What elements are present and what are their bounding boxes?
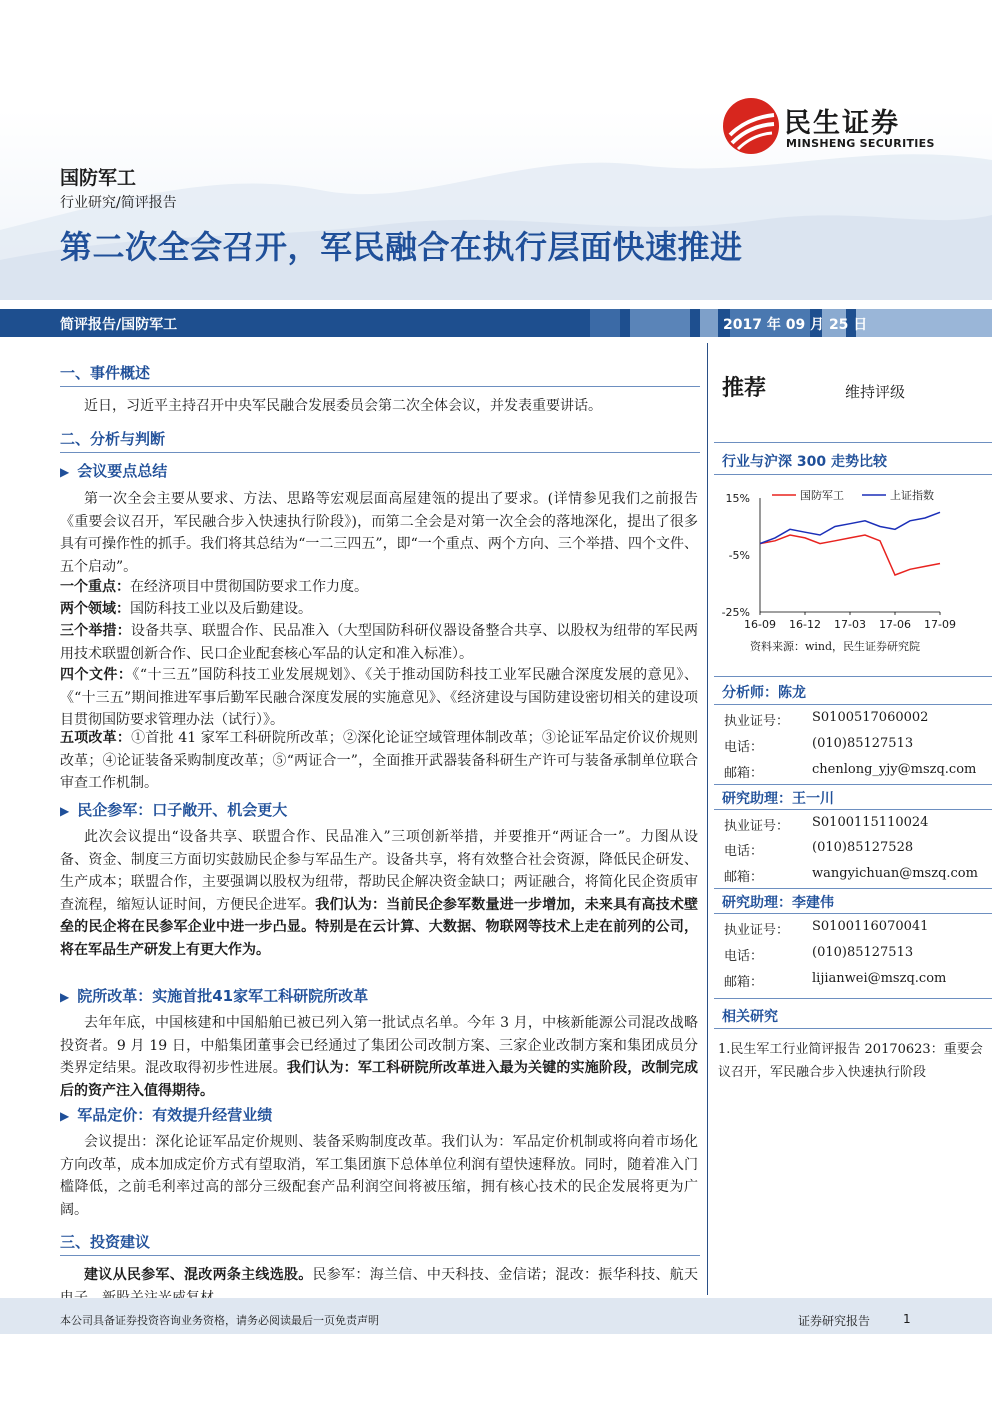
- investment-advice-text: 建议从民参军、混改两条主线选股。民参军：海兰信、中天科技、金信诺；混改：振华科技、航天: [84, 1267, 699, 1283]
- related-report-link[interactable]: 1.民生军工行业简评报告 20170623：重要会议召开，军民融合步入快速执行阶段: [718, 1042, 983, 1080]
- point-three-measures: 三个举措：设备共享、联盟合作、民品准入（大型国防科研仪器设备整合共享、以股权为纽带的军民两用技术联盟创新合作、民口企业配套核心军品的认定和准入标准）。: [60, 623, 699, 662]
- band-report-category: 简评报告/国防军工: [60, 317, 178, 333]
- assistant2-email-label: 邮箱：: [724, 975, 764, 990]
- logo-emblem-icon: [722, 97, 780, 155]
- point-four-documents: 四个文件：《“十三五”国防科技工业发展规划》、《关于推动国防科技工业军民融合深度发展的意见》、《“十三五”期间推进军事后勤军民融合深度发展的实施意见》、《经济建设与国防建设密切相关的建设项目贯彻国防要求管理办法（试行）》。: [60, 667, 699, 728]
- rating-label: 推荐: [722, 376, 767, 401]
- assistant2-title: 研究助理：李建伟: [722, 895, 834, 911]
- rating-divider: [714, 442, 992, 443]
- point-one-focus: 一个重点：在经济项目中贯彻国防要求工作力度。: [60, 579, 368, 595]
- analyst-top-rule: [714, 676, 992, 677]
- chart-legend-label: 国防军工: [800, 489, 844, 502]
- assistant2-license-label: 执业证号：: [724, 923, 790, 938]
- chart-series-line-1: [760, 512, 940, 543]
- assistant1-license-label: 执业证号：: [724, 819, 790, 834]
- report-type: 行业研究/简评报告: [60, 195, 177, 211]
- chart-series-line-0: [760, 535, 940, 575]
- section-2-heading: 二、分析与判断: [60, 430, 166, 448]
- logo-name-en: MINSHENG SECURITIES: [786, 137, 935, 150]
- section-1-rule: [60, 386, 700, 387]
- chart-x-tick-label: 17-03: [834, 618, 866, 631]
- institute-reform-text: 去年年底，中国核建和中国船舶已被已列入第一批试点名单。今年 3 月，中核新能源公司混改战略投资者。9 月 19 日，中船集团董事会已经通过了集团公司改制方案、三家企业改制方案和集团成员分类界定结果。混改取得初步性进展。我们认为：军工科研院所改革进入最为关键的实施阶段，改制完成后的资产注入值得期待。: [60, 1015, 699, 1099]
- chart-series: [760, 512, 940, 575]
- chart-legend: [772, 488, 934, 502]
- chart-y-tick-label: 15%: [725, 492, 750, 505]
- related-top-rule: [714, 998, 992, 999]
- chart-x-tick-label: 16-12: [789, 618, 821, 631]
- chart-y-tick-label: -5%: [728, 549, 750, 562]
- report-title: 第二次全会召开，军民融合在执行层面快速推进: [60, 228, 743, 266]
- meeting-summary-text: 第一次全会主要从要求、方法、思路等宏观层面高屋建瓴的提出了要求。(详情参见我们之前报告《重要会议召开，军民融合步入快速执行阶段》)，而第二全会是对第一次全会的落地深化，提出了很多具有可操作性的抓手。我们将其总结为“一二三四五”，即“一个重点、两个方向、三个举措、四个文件、五个启动”。: [60, 491, 698, 575]
- rating-status: 维持评级: [845, 383, 906, 401]
- related-rule: [714, 1028, 992, 1029]
- footer-disclaimer: 本公司具备证券投资咨询业务资格，请务必阅读最后一页免责声明: [60, 1314, 379, 1327]
- triangle-bullet-icon: ▶: [60, 465, 70, 479]
- subheading-private-enterprise: ▶ 民企参军：口子敞开、机会更大: [60, 801, 288, 819]
- analyst-phone: (010)85127513: [812, 736, 914, 751]
- assistant2-phone: (010)85127513: [812, 945, 914, 960]
- footer-report-type: 证券研究报告: [798, 1314, 871, 1328]
- point-two-fields: 两个领域：国防科技工业以及后勤建设。: [60, 601, 312, 617]
- chart-x-ticks: [744, 612, 956, 631]
- chart-title-rule: [714, 474, 992, 475]
- chart-title: 行业与沪深 300 走势比较: [722, 454, 887, 470]
- analyst-email[interactable]: chenlong_yjy@mszq.com: [812, 762, 977, 777]
- logo-name-cn: 民生证券: [784, 108, 900, 139]
- assistant2-phone-label: 电话：: [724, 949, 764, 964]
- assistant1-license: S0100115110024: [812, 815, 929, 830]
- assistant2-license: S0100116070041: [812, 919, 929, 934]
- trend-chart: [712, 482, 992, 638]
- chart-y-tick-label: -25%: [721, 606, 750, 619]
- section-1-text: 近日，习近平主持召开中央军民融合发展委员会第二次全体会议，并发表重要讲话。: [84, 398, 602, 414]
- analyst-email-label: 邮箱：: [724, 766, 764, 781]
- section-3-heading: 三、投资建议: [60, 1233, 151, 1251]
- section-1-heading: 一、事件概述: [60, 364, 151, 382]
- assistant2-email[interactable]: lijianwei@mszq.com: [812, 971, 947, 986]
- analyst-rule: [714, 704, 992, 705]
- assistant1-title: 研究助理：王一川: [722, 791, 834, 807]
- triangle-bullet-icon: ▶: [60, 990, 70, 1004]
- triangle-bullet-icon: ▶: [60, 1109, 70, 1123]
- analyst-title: 分析师：陈龙: [722, 685, 806, 701]
- chart-y-ticks: [722, 492, 750, 619]
- assistant1-email[interactable]: wangyichuan@mszq.com: [812, 866, 978, 881]
- private-enterprise-text: 此次会议提出“设备共享、联盟合作、民品准入”三项创新举措，并要推开“两证合一”。力图从设备、资金、制度三方面切实鼓励民企参与军品生产。设备共享，将有效整合社会资源，降低民企研发、生产成本；联盟合作，主要强调以股权为纽带，帮助民企解决资金缺口；两证融合，将简化民企资质审查流程，缩短认证时间，方便民企进军。我们认为：当前民企参军数量进一步增加，未来具有高技术壁垒的民企将在民参军企业中进一步凸显。特别是在云计算、大数据、物联网等技术上走在前列的公司，将在军品生产研发上有更大作为。: [60, 829, 699, 958]
- section-3-rule: [60, 1255, 700, 1256]
- analyst-phone-label: 电话：: [724, 740, 764, 755]
- subheading-meeting-summary: ▶ 会议要点总结: [60, 462, 168, 480]
- chart-axes: [760, 498, 940, 612]
- chart-source: 资料来源：wind，民生证券研究院: [750, 640, 921, 653]
- page-number: 1: [903, 1312, 911, 1326]
- related-title: 相关研究: [722, 1009, 778, 1025]
- assistant2-top-rule: [714, 888, 992, 889]
- triangle-bullet-icon: ▶: [60, 804, 70, 818]
- pricing-text: 会议提出：深化论证军品定价规则、装备采购制度改革。我们认为：军品定价机制或将向着市场化方向改革，成本加成定价方式有望取消，军工集团旗下总体单位利润有望快速释放。同时，随着准入门槛降低，之前毛利率过高的部分三级配套产品利润空间将被压缩，拥有核心技术的民企发展将更为广阔。: [60, 1134, 698, 1218]
- assistant2-rule: [714, 913, 992, 914]
- assistant1-top-rule: [714, 784, 992, 785]
- chart-x-tick-label: 17-06: [879, 618, 911, 631]
- assistant1-phone: (010)85127528: [812, 840, 914, 855]
- brand-logo: [722, 97, 952, 159]
- point-five-reforms: 五项改革：①首批 41 家军工科研院所改革；②深化论证空域管理体制改革；③论证军品定价议价规则改革；④论证装备采购制度改革；⑤“两证合一”，全面推开武器装备科研生产许可与装备承制单位联合审查工作机制。: [60, 730, 699, 791]
- chart-x-tick-label: 16-09: [744, 618, 776, 631]
- analyst-license-label: 执业证号：: [724, 714, 790, 729]
- assistant1-rule: [714, 809, 992, 810]
- chart-legend-label: 上证指数: [890, 489, 934, 502]
- report-date: 2017 年 09 月 25 日: [723, 317, 868, 333]
- report-sector: 国防军工: [60, 167, 137, 189]
- analyst-license: S0100517060002: [812, 710, 929, 725]
- chart-x-tick-label: 17-09: [924, 618, 956, 631]
- assistant1-email-label: 邮箱：: [724, 870, 764, 885]
- column-divider: [707, 343, 708, 1295]
- section-2-rule: [60, 452, 700, 453]
- assistant1-phone-label: 电话：: [724, 844, 764, 859]
- subheading-institute-reform: ▶ 院所改革：实施首批41家军工科研院所改革: [60, 987, 369, 1005]
- subheading-pricing: ▶ 军品定价：有效提升经营业绩: [60, 1106, 273, 1124]
